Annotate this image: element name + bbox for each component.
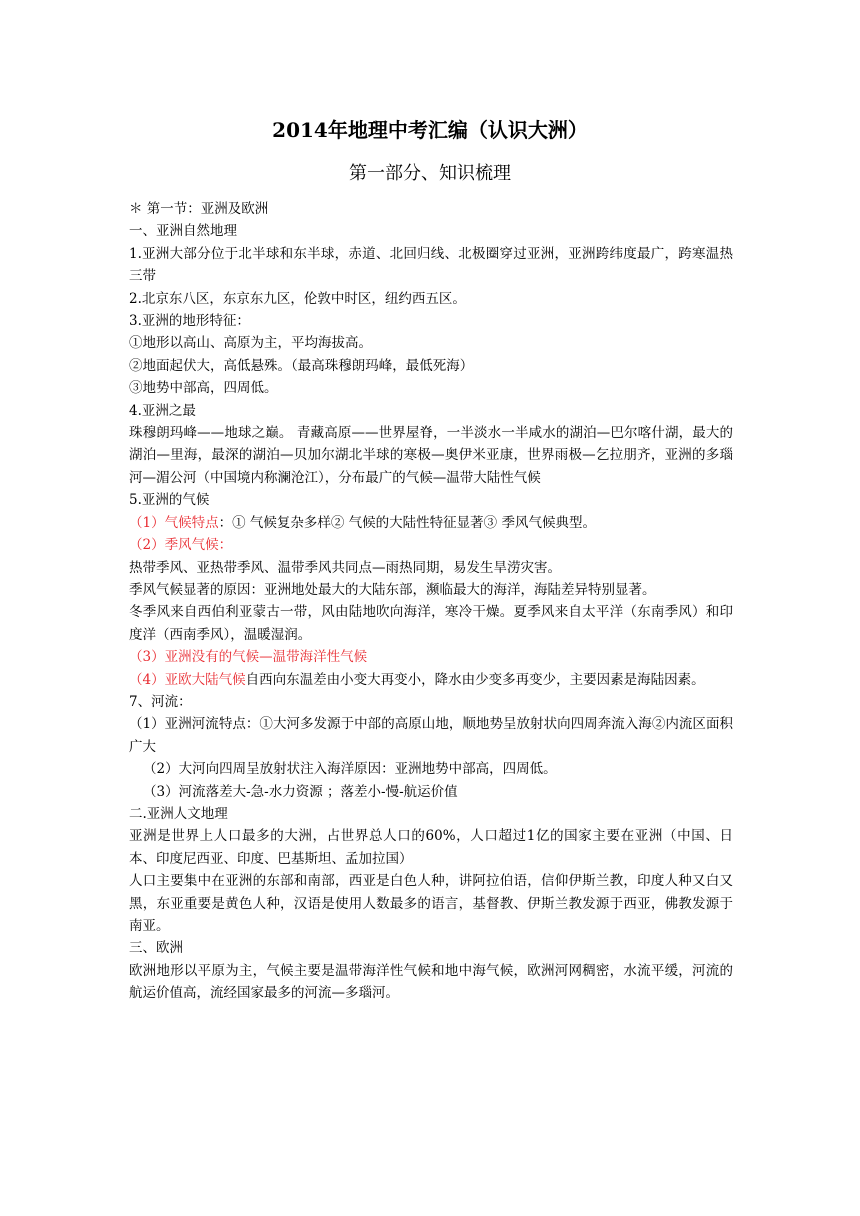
paragraph-river-drop: （3）河流落差大-急-水力资源 ；落差小-慢-航运价值	[143, 783, 458, 800]
heading-asia-climate: 5.亚洲的气候	[129, 492, 210, 509]
paragraph-time-zones: 2.北京东八区，东京东九区，伦敦中时区，纽约西五区。	[129, 290, 466, 307]
paragraph-asia-races-religions: 人口主要集中在亚洲的东部和南部，西亚是白色人种，讲阿拉伯语，信仰伊斯兰教，印度人种又白又黑，东亚重要是黄色人种，汉语是使用人数最多的语言，基督教、伊斯兰教发源于西亚，佛教发源于南亚。	[129, 873, 733, 934]
climate-features-label: （1）气候特点	[129, 514, 219, 531]
terrain-item-1: ①地形以高山、高原为主，平均海拔高。	[129, 335, 372, 352]
heading-asia-physical-geography: 一、亚洲自然地理	[129, 223, 237, 240]
terrain-item-3: ③地势中部高，四周低。	[129, 380, 278, 397]
paragraph-missing-climate: （3）亚洲没有的气候—温带海洋性气候	[129, 649, 368, 666]
climate-features-line	[129, 512, 733, 534]
paragraph-asia-location: 1.亚洲大部分位于北半球和东半球，赤道、北回归线、北极圈穿过亚洲，亚洲跨纬度最广，跨寒温热三带	[129, 245, 733, 285]
heading-rivers: 7、河流：	[129, 693, 192, 710]
heading-asia-records: 4.亚洲之最	[129, 402, 196, 419]
paragraph-monsoon-reason: 季风气候显著的原因：亚洲地处最大的大陆东部，濒临最大的海洋，海陆差异特别显著。	[129, 581, 656, 598]
paragraph-europe: 欧洲地形以平原为主，气候主要是温带海洋性气候和地中海气候，欧洲河网稠密，水流平缓，河流的航运价值高，流经国家最多的河流—多瑙河。	[129, 962, 733, 1002]
paragraph-river-features: （1）亚洲河流特点：①大河多发源于中部的高原山地，顺地势呈放射状向四周奔流入海②内流区面积广大	[129, 716, 733, 755]
page-title: 2014年地理中考汇编（认识大洲）	[272, 118, 588, 142]
paragraph-asia-population: 亚洲是世界上人口最多的大洲，占世界总人口的60%，人口超过1亿的国家主要在亚洲（中国、日本、印度尼西亚、印度、巴基斯坦、孟加拉国）	[129, 828, 733, 867]
paragraph-monsoon-common: 热带季风、亚热带季风、温带季风共同点—雨热同期，易发生旱涝灾害。	[129, 559, 561, 576]
heading-europe: 三、欧洲	[129, 940, 183, 957]
document-body	[129, 198, 733, 1005]
section-heading-asia-europe: ＊ 第一节：亚洲及欧洲	[129, 201, 269, 217]
heading-monsoon-climate: （2）季风气候：	[129, 537, 233, 554]
heading-terrain-features: 3.亚洲的地形特征：	[129, 313, 250, 330]
eurasia-climate-text: 自西向东温差由小变大再变小，降水由少变多再变少，主要因素是海陆因素。	[245, 671, 705, 688]
eurasia-climate-line	[129, 669, 733, 691]
heading-asia-human-geography: 二.亚洲人文地理	[129, 805, 228, 822]
terrain-item-2: ②地面起伏大，高低悬殊。（最高珠穆朗玛峰，最低死海）	[129, 357, 474, 374]
paragraph-monsoon-winds: 冬季风来自西伯利亚蒙古一带，风由陆地吹向海洋，寒冷干燥。夏季风来自太平洋（东南季风）和印度洋（西南季风），温暖湿润。	[129, 604, 733, 643]
climate-features-text: ：① 气候复杂多样② 气候的大陆性特征显著③ 季风气候典型。	[218, 514, 596, 531]
section-title: 第一部分、知识梳理	[349, 163, 511, 184]
paragraph-asia-records: 珠穆朗玛峰——地球之巅。 青藏高原——世界屋脊，一半淡水一半咸水的湖泊—巴尔喀什湖，最大的湖泊—里海，最深的湖泊—贝加尔湖北半球的寒极—奥伊米亚康，世界雨极—乞拉朋齐，亚洲的多瑙河—湄公河（中国境内称澜沧江），分布最广的气候—温带大陆性气候	[129, 425, 733, 486]
paragraph-river-reason: （2）大河向四周呈放射状注入海洋原因：亚洲地势中部高，四周低。	[143, 761, 557, 778]
eurasia-climate-label: （4）亚欧大陆气候	[129, 671, 246, 688]
